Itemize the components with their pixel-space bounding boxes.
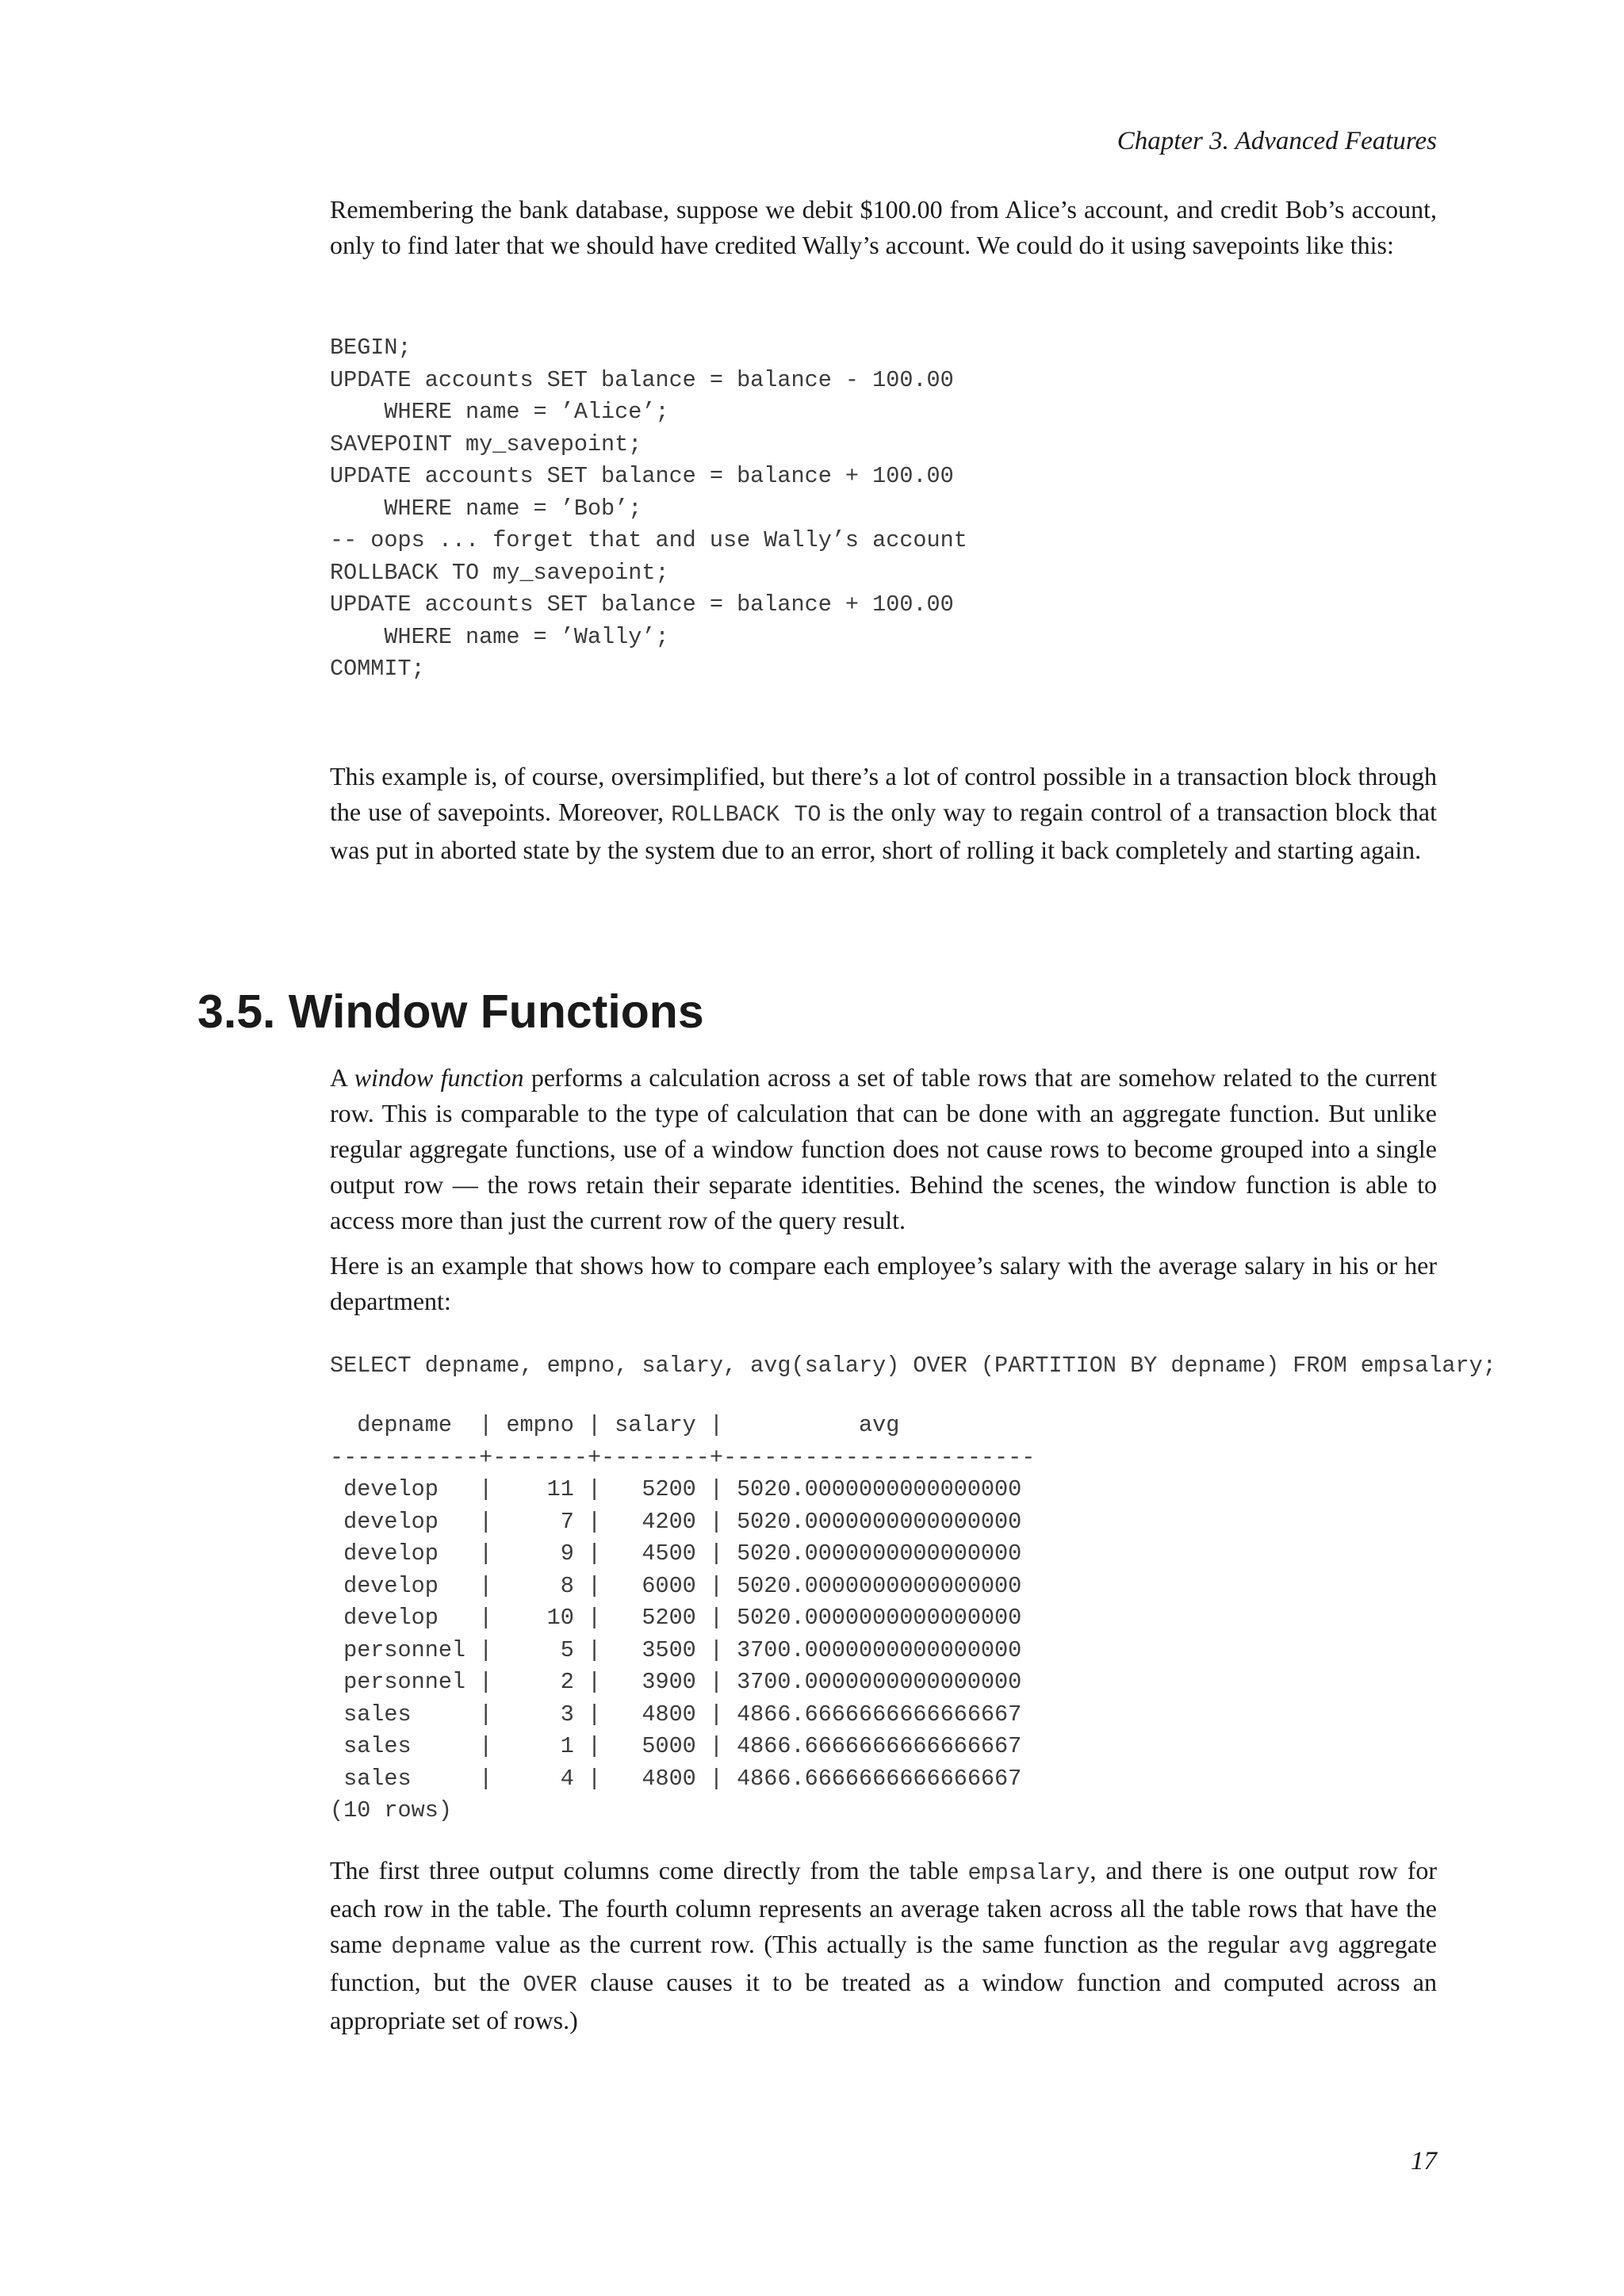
page-number: 17 — [1411, 2147, 1437, 2175]
text-span: clause causes it to be treated as a window function and computed across an appropriate set of rows.) — [330, 1968, 1438, 2034]
savepoint-outro-paragraph — [330, 759, 1437, 868]
text-span: value as the current row. (This actually is the same function as the regular — [485, 1930, 1289, 1958]
query-code: SELECT depname, empno, salary, avg(salary) OVER (PARTITION BY depname) FROM empsalary; — [330, 1353, 1496, 1379]
savepoint-code-block — [330, 332, 1437, 686]
final-paragraph-block — [330, 1853, 1437, 2038]
example-intro-paragraph: Here is an example that shows how to compare each employee’s salary with the average salary in his or her department: — [330, 1251, 1437, 1315]
window-intro-block — [330, 1060, 1437, 1238]
text-span: is the only way to regain control of a transaction block that was put in aborted state by the system due to an error, short of rolling it back completely and starting again. — [330, 798, 1438, 864]
inline-code-depname: depname — [391, 1934, 486, 1960]
query-result-output: depname | empno | salary | avg -----------+-------+--------+----------------------- develop | 11 | 5200 | 5020.0000000000000000 develop | 7 | 4200 | 5020.0000000000000000 develop | 9 | 4500 | 5020.0000000000000000 develop | 8 | 6000 | 5020.0000000000000000 develop | 10 | 5200 | 5020.0000000000000000 personnel | 5 | 3500 | 3700.0000000000000000 personnel | 2 | 3900 | 3700.0000000000000000 sales | 3 | 4800 | 4866.6666666666666667 sales | 1 | 5000 | 4866.6666666666666667 sales | 4 | 4800 | 4866.6666666666666667 (10 rows) — [330, 1412, 1036, 1823]
text-span: This example is, of course, oversimplified, but there’s a lot of control possible in a transaction block through the use of savepoints. Moreover, — [330, 762, 1437, 826]
query-code-block — [330, 1350, 1614, 1383]
chapter-header: Chapter 3. Advanced Features — [1116, 127, 1437, 155]
savepoint-outro-block — [330, 759, 1437, 868]
final-paragraph — [330, 1853, 1437, 2038]
text-span: A — [330, 1063, 354, 1092]
section-title: 3.5. Window Functions — [197, 985, 704, 1038]
window-intro-paragraph — [330, 1060, 1437, 1238]
savepoint-intro-paragraph: Remembering the bank database, suppose we debit $100.00 from Alice’s account, and credit Bob’s account, only to find later that we should have credited Wally’s account. We could do it using savepoints like this: — [330, 195, 1437, 259]
savepoint-intro-block — [330, 192, 1437, 263]
result-code-block — [330, 1410, 1437, 1827]
emphasis-window-function: window function — [354, 1063, 524, 1092]
inline-code-rollback-to: ROLLBACK TO — [671, 802, 822, 828]
inline-code-avg: avg — [1288, 1934, 1330, 1960]
example-intro-block — [330, 1248, 1437, 1319]
text-span: , and there is one output row for each row in the table. The fourth column represents an average taken across all the table rows that have the same — [330, 1856, 1438, 1958]
inline-code-empsalary: empsalary — [967, 1860, 1090, 1886]
inline-code-over: OVER — [523, 1972, 577, 1998]
text-span: aggregate function, but the — [330, 1930, 1438, 1996]
text-span: performs a calculation across a set of table rows that are somehow related to the current row. This is comparable to the type of calculation that can be done with an aggregate function. But unlike regular aggregate functions, use of a window function does not cause rows to become grouped into a single output row — the rows retain their separate identities. Behind the scenes, the window function is able to access more than just the current row of the query result. — [330, 1063, 1438, 1234]
text-span: The first three output columns come directly from the table — [330, 1856, 968, 1885]
savepoint-code: BEGIN; UPDATE accounts SET balance = balance - 100.00 WHERE name = ’Alice’; SAVEPOINT my_savepoint; UPDATE accounts SET balance = balance + 100.00 WHERE name = ’Bob’; -- oops ... forget that and use Wally’s account ROLLBACK TO my_savepoint; UPDATE accounts SET balance = balance + 100.00 WHERE name = ’Wally’; COMMIT; — [330, 335, 967, 682]
